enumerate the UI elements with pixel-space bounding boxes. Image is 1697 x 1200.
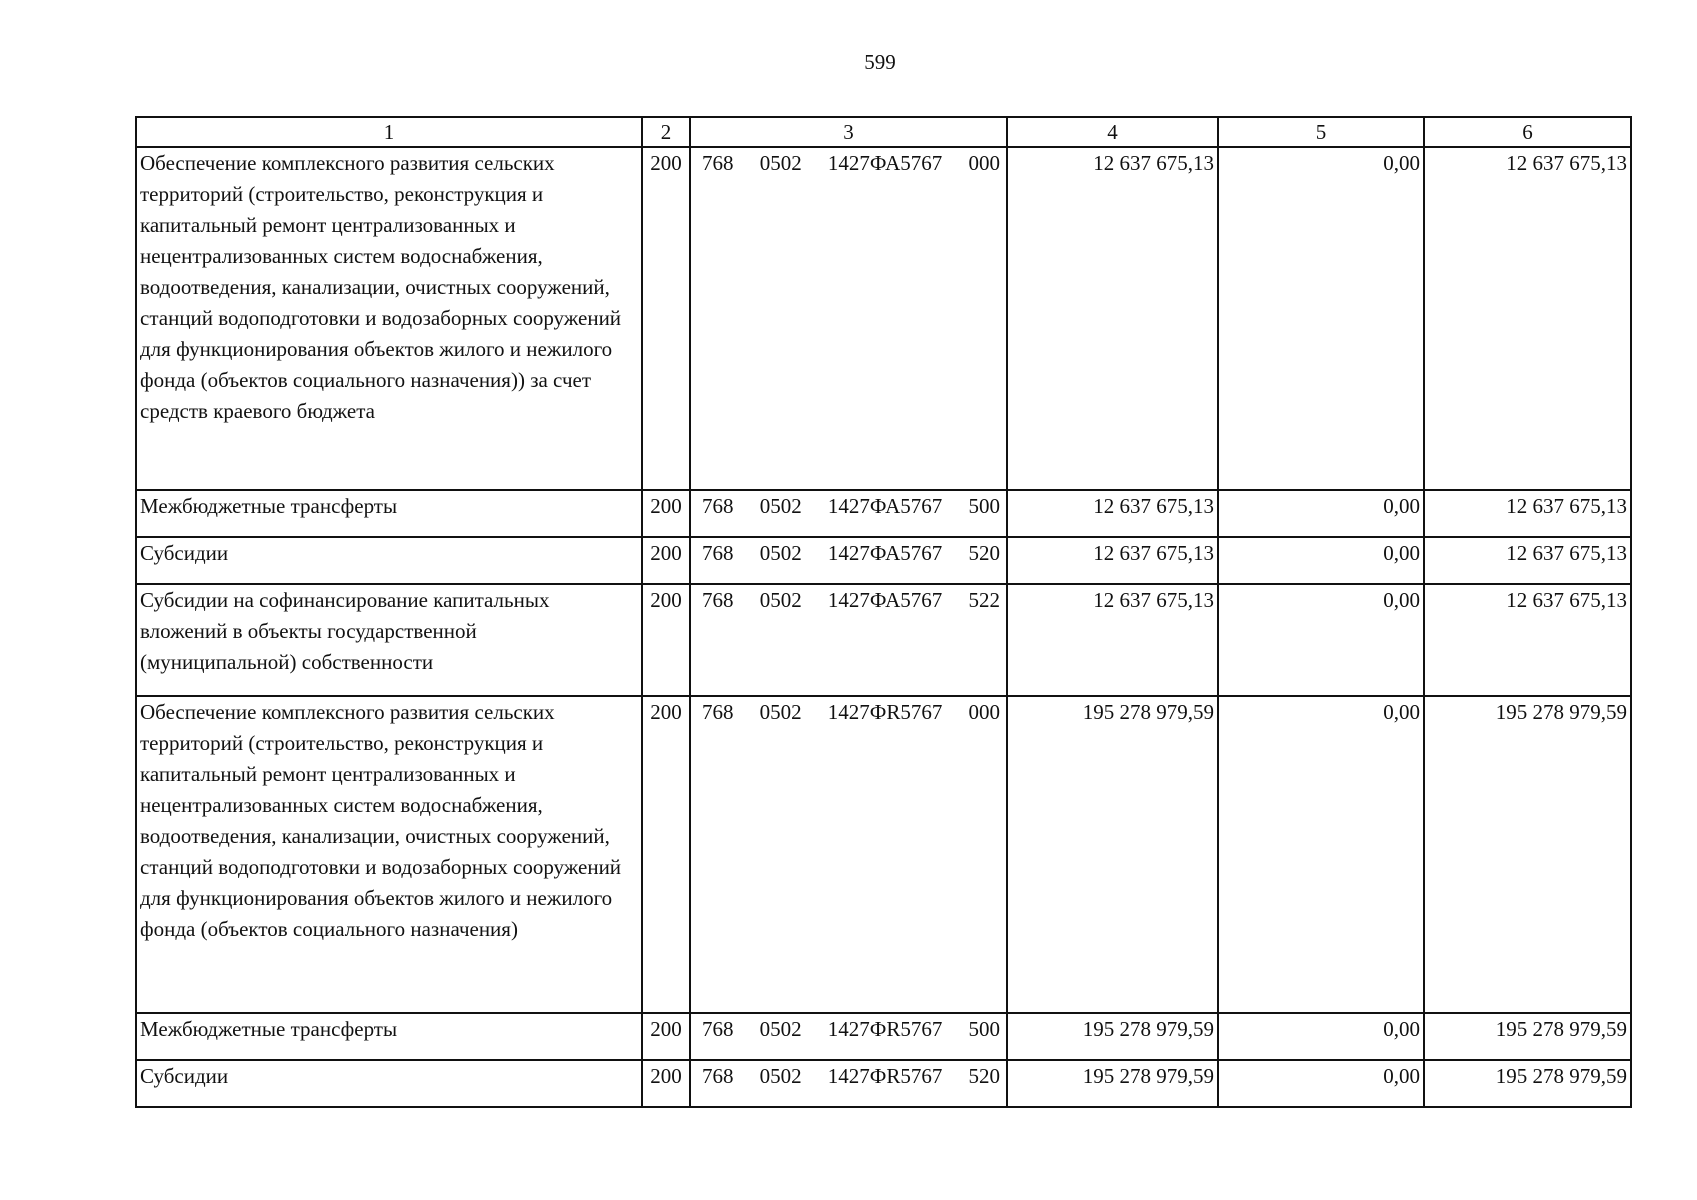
row-col2: 200 — [642, 147, 690, 490]
row-code — [690, 490, 1007, 537]
row-col6: 12 637 675,13 — [1424, 490, 1631, 537]
row-description: Субсидии — [136, 1060, 642, 1107]
code-target: 1427ФА5767 — [827, 494, 943, 518]
row-col4: 12 637 675,13 — [1007, 490, 1218, 537]
table-row — [136, 537, 1631, 584]
code-type: 500 — [968, 1017, 1000, 1041]
row-description: Межбюджетные трансферты — [136, 490, 642, 537]
row-code — [690, 537, 1007, 584]
code-section: 0502 — [759, 588, 802, 612]
row-col4: 12 637 675,13 — [1007, 147, 1218, 490]
budget-table — [135, 116, 1632, 1108]
row-col2: 200 — [642, 696, 690, 1013]
row-col5: 0,00 — [1218, 147, 1424, 490]
row-code — [690, 147, 1007, 490]
row-description: Субсидии на софинансирование капитальных вложений в объекты государственной (муниципальной) собственности — [136, 584, 642, 696]
row-col6: 12 637 675,13 — [1424, 584, 1631, 696]
row-col4: 12 637 675,13 — [1007, 537, 1218, 584]
row-code — [690, 584, 1007, 696]
table-row — [136, 584, 1631, 696]
row-col6: 12 637 675,13 — [1424, 537, 1631, 584]
table-row — [136, 1060, 1631, 1107]
row-col2: 200 — [642, 1013, 690, 1060]
row-description: Обеспечение комплексного развития сельских территорий (строительство, реконструкция и капитальный ремонт централизованных и нецентрализованных систем водоснабжения, водоотведения, канализации, очистных сооружений, станций водоподготовки и водозаборных сооружений для функционирования объектов жилого и нежилого фонда (объектов социального назначения) — [136, 696, 642, 1013]
table-row — [136, 147, 1631, 490]
row-col4: 195 278 979,59 — [1007, 696, 1218, 1013]
row-description: Субсидии — [136, 537, 642, 584]
code-type: 520 — [968, 1064, 1000, 1088]
code-section: 0502 — [759, 541, 802, 565]
row-code — [690, 1060, 1007, 1107]
row-col2: 200 — [642, 537, 690, 584]
row-code — [690, 696, 1007, 1013]
code-target: 1427ФR5767 — [827, 1017, 943, 1041]
code-ministry: 768 — [702, 700, 734, 724]
row-col6: 195 278 979,59 — [1424, 1013, 1631, 1060]
header-col-4: 4 — [1007, 117, 1218, 147]
header-col-2: 2 — [642, 117, 690, 147]
code-section: 0502 — [759, 494, 802, 518]
code-section: 0502 — [759, 151, 802, 175]
row-col6: 12 637 675,13 — [1424, 147, 1631, 490]
code-target: 1427ФR5767 — [827, 1064, 943, 1088]
code-ministry: 768 — [702, 1017, 734, 1041]
row-col5: 0,00 — [1218, 584, 1424, 696]
code-ministry: 768 — [702, 588, 734, 612]
row-col5: 0,00 — [1218, 1013, 1424, 1060]
row-col5: 0,00 — [1218, 696, 1424, 1013]
code-type: 000 — [968, 700, 1000, 724]
row-col4: 195 278 979,59 — [1007, 1060, 1218, 1107]
table-row — [136, 696, 1631, 1013]
header-col-3: 3 — [690, 117, 1007, 147]
header-col-5: 5 — [1218, 117, 1424, 147]
code-target: 1427ФR5767 — [827, 700, 943, 724]
row-description: Обеспечение комплексного развития сельских территорий (строительство, реконструкция и капитальный ремонт централизованных и нецентрализованных систем водоснабжения, водоотведения, канализации, очистных сооружений, станций водоподготовки и водозаборных сооружений для функционирования объектов жилого и нежилого фонда (объектов социального назначения)) за счет средств краевого бюджета — [136, 147, 642, 490]
row-col2: 200 — [642, 584, 690, 696]
table-row — [136, 1013, 1631, 1060]
code-ministry: 768 — [702, 151, 734, 175]
code-section: 0502 — [759, 1064, 802, 1088]
code-type: 522 — [968, 588, 1000, 612]
table-header-row — [136, 117, 1631, 147]
code-type: 520 — [968, 541, 1000, 565]
row-col4: 195 278 979,59 — [1007, 1013, 1218, 1060]
row-col2: 200 — [642, 1060, 690, 1107]
code-ministry: 768 — [702, 1064, 734, 1088]
table-row — [136, 490, 1631, 537]
row-code — [690, 1013, 1007, 1060]
row-col6: 195 278 979,59 — [1424, 696, 1631, 1013]
code-section: 0502 — [759, 700, 802, 724]
row-col5: 0,00 — [1218, 537, 1424, 584]
code-target: 1427ФА5767 — [827, 151, 943, 175]
row-description: Межбюджетные трансферты — [136, 1013, 642, 1060]
code-ministry: 768 — [702, 541, 734, 565]
code-target: 1427ФА5767 — [827, 588, 943, 612]
row-col2: 200 — [642, 490, 690, 537]
code-target: 1427ФА5767 — [827, 541, 943, 565]
code-type: 500 — [968, 494, 1000, 518]
row-col6: 195 278 979,59 — [1424, 1060, 1631, 1107]
code-type: 000 — [968, 151, 1000, 175]
row-col5: 0,00 — [1218, 1060, 1424, 1107]
code-ministry: 768 — [702, 494, 734, 518]
code-section: 0502 — [759, 1017, 802, 1041]
page-number: 599 — [864, 50, 896, 74]
row-col5: 0,00 — [1218, 490, 1424, 537]
row-col4: 12 637 675,13 — [1007, 584, 1218, 696]
header-col-6: 6 — [1424, 117, 1631, 147]
header-col-1: 1 — [136, 117, 642, 147]
